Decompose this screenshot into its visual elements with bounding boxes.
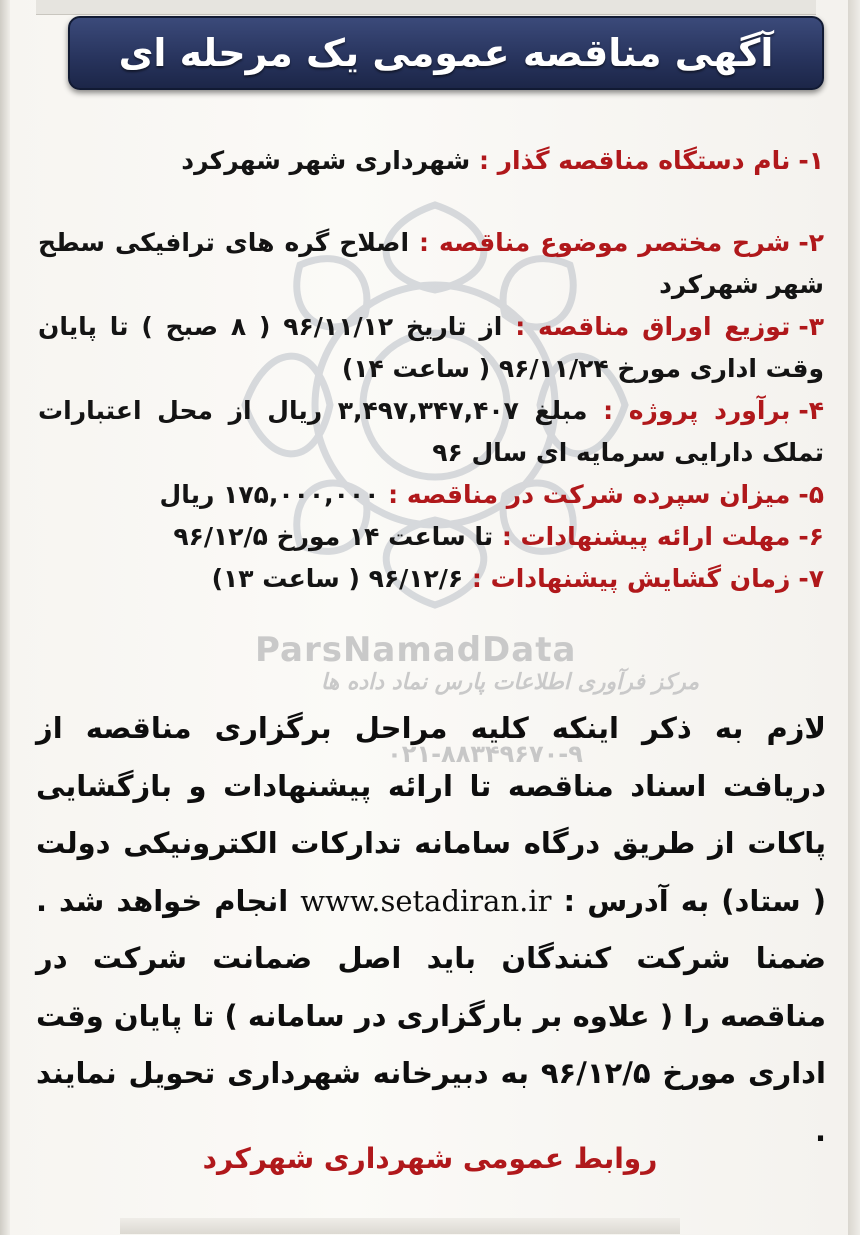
item-number: ۳-: [798, 312, 824, 341]
item-label: نام دستگاه مناقصه گذار :: [478, 146, 791, 175]
tender-item-1: [38, 140, 824, 182]
page-title: آگهی مناقصه عمومی یک مرحله ای: [118, 31, 774, 75]
item-label: زمان گشایش پیشنهادات :: [471, 564, 791, 593]
tender-item-4: [38, 390, 824, 474]
watermark-brand: ParsNamadData: [255, 630, 577, 670]
item-value: ۱۷۵,۰۰۰,۰۰۰ ریال: [159, 480, 389, 509]
page-top-strip: [36, 0, 816, 15]
tender-item-6: [38, 516, 824, 558]
item-label: مهلت ارائه پیشنهادات :: [501, 522, 791, 551]
body-text-before-url: لازم به ذکر اینکه کلیه مراحل برگزاری مناقصه از دریافت اسناد مناقصه تا ارائه پیشنهادات و بازگشایی پاکات از طریق درگاه سامانه تدارکات الکترونیکی دولت ( ستاد) به آدرس :: [36, 711, 826, 918]
item-number: ۵-: [798, 480, 824, 509]
watermark-phone: ۰۲۱-۸۸۳۴۹۶۷۰-۹: [387, 740, 583, 768]
item-value: اصلاح گره های ترافیکی سطح شهر شهرکرد: [38, 228, 824, 299]
tender-item-5: [38, 474, 824, 516]
item-value: مبلغ ۳,۴۹۷,۳۴۷,۴۰۷ ریال از محل اعتبارات تملک دارایی سرمایه ای سال ۹۶: [38, 396, 824, 467]
spacer: [38, 182, 824, 222]
page-left-edge: [0, 0, 10, 1235]
item-number: ۷-: [798, 564, 824, 593]
item-number: ۱-: [798, 146, 824, 175]
watermark-subtitle: مرکز فرآوری اطلاعات پارس نماد داده ها: [320, 670, 700, 695]
tender-item-7: [38, 558, 824, 600]
body-text-after-url: انجام خواهد شد . ضمنا شرکت کنندگان باید اصل ضمانت شرکت در مناقصه را ( علاوه بر بارگزاری در سامانه ) تا پایان وقت اداری مورخ ۹۶/۱۲/۵ به دبیرخانه شهرداری تحویل نمایند .: [36, 883, 826, 1148]
title-banner: [68, 16, 824, 90]
signature-public-relations: روابط عمومی شهرداری شهرکرد: [202, 1142, 658, 1175]
item-number: ۴-: [798, 396, 824, 425]
body-paragraph: [36, 700, 826, 1160]
tender-item-3: [38, 306, 824, 390]
item-value: شهرداری شهر شهرکرد: [181, 146, 479, 175]
item-number: ۶-: [798, 522, 824, 551]
item-value: تا ساعت ۱۴ مورخ ۹۶/۱۲/۵: [173, 522, 502, 551]
tender-item-2: [38, 222, 824, 306]
item-value: ۹۶/۱۲/۶ ( ساعت ۱۳): [211, 564, 472, 593]
item-label: برآورد پروژه :: [603, 396, 791, 425]
page-cut-edge: [120, 1218, 680, 1234]
item-label: میزان سپرده شرکت در مناقصه :: [388, 480, 791, 509]
item-number: ۲-: [798, 228, 824, 257]
item-label: توزیع اوراق مناقصه :: [515, 312, 791, 341]
item-value: از تاریخ ۹۶/۱۱/۱۲ ( ۸ صبح ) تا پایان وقت اداری مورخ ۹۶/۱۱/۲۴ ( ساعت ۱۴): [38, 312, 824, 383]
item-label: شرح مختصر موضوع مناقصه :: [419, 228, 791, 257]
website-url: www.setadiran.ir: [300, 883, 552, 918]
page-right-edge: [848, 0, 860, 1235]
tender-details: [38, 140, 824, 600]
